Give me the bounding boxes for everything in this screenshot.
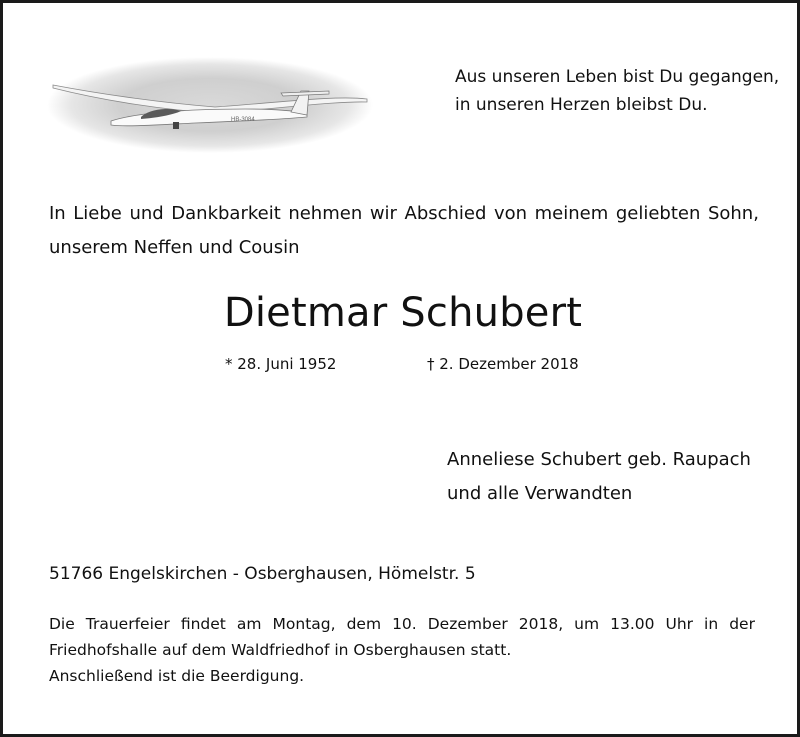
service-word: Uhr — [665, 615, 694, 633]
service-word: um — [574, 615, 600, 633]
intro-word: Dankbarkeit — [171, 203, 281, 224]
service-word: Die — [49, 615, 75, 633]
glider-airplane-icon — [45, 55, 375, 155]
intro-line-2: unserem Neffen und Cousin — [49, 237, 300, 258]
service-line-3: Anschließend ist die Beerdigung. — [49, 667, 305, 685]
death-date: † 2. Dezember 2018 — [427, 355, 579, 373]
glider-photo — [45, 55, 375, 155]
glider-registration: HB-3084 — [231, 117, 255, 123]
service-line-1 — [49, 611, 755, 637]
service-word: am — [236, 615, 262, 633]
service-word: Montag, — [272, 615, 336, 633]
intro-word: Liebe — [73, 203, 122, 224]
verse-line-1: Aus unseren Leben bist Du gegangen, — [455, 67, 780, 87]
service-word: 13.00 — [610, 615, 655, 633]
memorial-verse — [455, 63, 779, 119]
intro-word: Abschied — [404, 203, 487, 224]
mourners — [447, 443, 751, 511]
service-word: Trauerfeier — [85, 615, 170, 633]
intro-word: In — [49, 203, 66, 224]
intro-word: von — [494, 203, 528, 224]
intro-word: und — [129, 203, 164, 224]
deceased-name: Dietmar Schubert — [223, 290, 583, 336]
service-line-2: Friedhofshalle auf dem Waldfriedhof in Osberghausen statt. — [49, 641, 512, 659]
service-word: der — [729, 615, 755, 633]
intro-word: wir — [369, 203, 397, 224]
intro-word: geliebten — [615, 203, 701, 224]
verse-line-2: in unseren Herzen bleibst Du. — [455, 95, 708, 115]
service-word: 2018, — [518, 615, 564, 633]
service-word: in — [704, 615, 719, 633]
mourner-line-1: Anneliese Schubert geb. Raupach — [447, 449, 751, 470]
mourner-line-2: und alle Verwandten — [447, 483, 633, 504]
intro-word: Sohn, — [707, 203, 759, 224]
service-word: Dezember — [427, 615, 508, 633]
intro-word: nehmen — [288, 203, 363, 224]
intro-text — [49, 197, 759, 265]
birth-date: * 28. Juni 1952 — [225, 355, 337, 373]
service-word: 10. — [392, 615, 417, 633]
intro-line-1 — [49, 197, 759, 231]
service-word: findet — [180, 615, 226, 633]
address: 51766 Engelskirchen - Osberghausen, Hömelstr. 5 — [49, 564, 476, 584]
service-word: dem — [346, 615, 382, 633]
intro-word: meinem — [534, 203, 609, 224]
service-info — [49, 611, 755, 689]
